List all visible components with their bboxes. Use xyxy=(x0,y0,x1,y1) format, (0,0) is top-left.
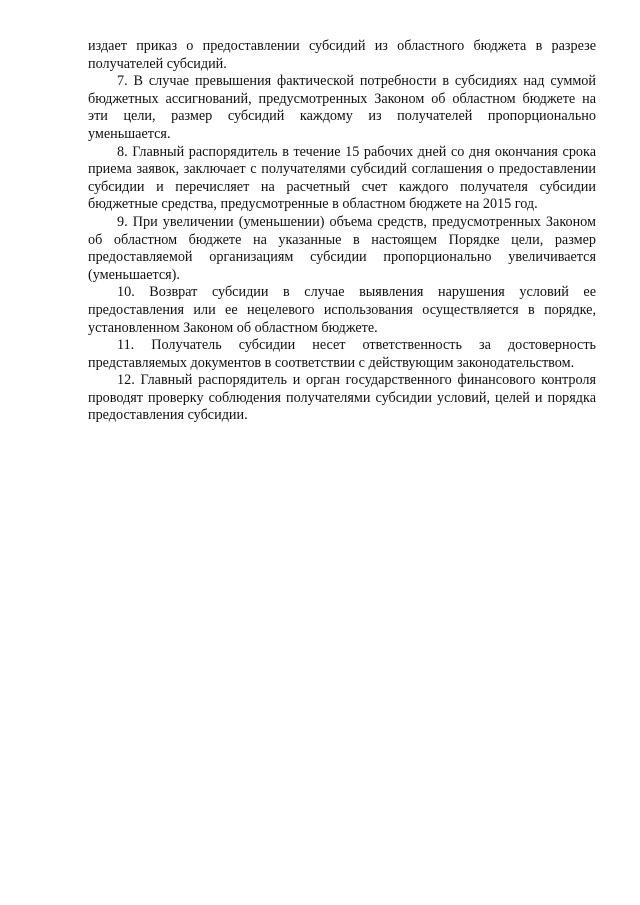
paragraph-item-11: 11. Получатель субсидии несет ответственность за достоверность представляемых документов в соответствии с действующим законодательством. xyxy=(88,337,596,371)
paragraph-item-7: 7. В случае превышения фактической потребности в субсидиях над суммой бюджетных ассигнований, предусмотренных Законом об областном бюджете на эти цели, размер субсидий каждому из получателей пропорционально уменьшается. xyxy=(88,73,596,142)
paragraph-continuation: издает приказ о предоставлении субсидий из областного бюджета в разрезе получателей субсидий. xyxy=(88,38,596,72)
paragraph-item-12: 12. Главный распорядитель и орган государственного финансового контроля проводят проверку соблюдения получателями субсидии условий, целей и порядка предоставления субсидии. xyxy=(88,372,596,424)
paragraph-item-8: 8. Главный распорядитель в течение 15 рабочих дней со дня окончания срока приема заявок, заключает с получателями субсидий соглашения о предоставлении субсидии и перечисляет на расчетный счет каждого получателя субсидии бюджетные средства, предусмотренные в областном бюджете на 2015 год. xyxy=(88,143,596,213)
paragraph-item-10: 10. Возврат субсидии в случае выявления нарушения условий ее предоставления или ее нецелевого использования осуществляется в порядке, установленном Законом об областном бюджете. xyxy=(88,284,596,336)
paragraph-item-9: 9. При увеличении (уменьшении) объема средств, предусмотренных Законом об областном бюджете на указанные в настоящем Порядке цели, размер предоставляемой организациям субсидии пропорционально увеличивается (уменьшается). xyxy=(88,213,596,283)
document-body xyxy=(88,38,596,425)
